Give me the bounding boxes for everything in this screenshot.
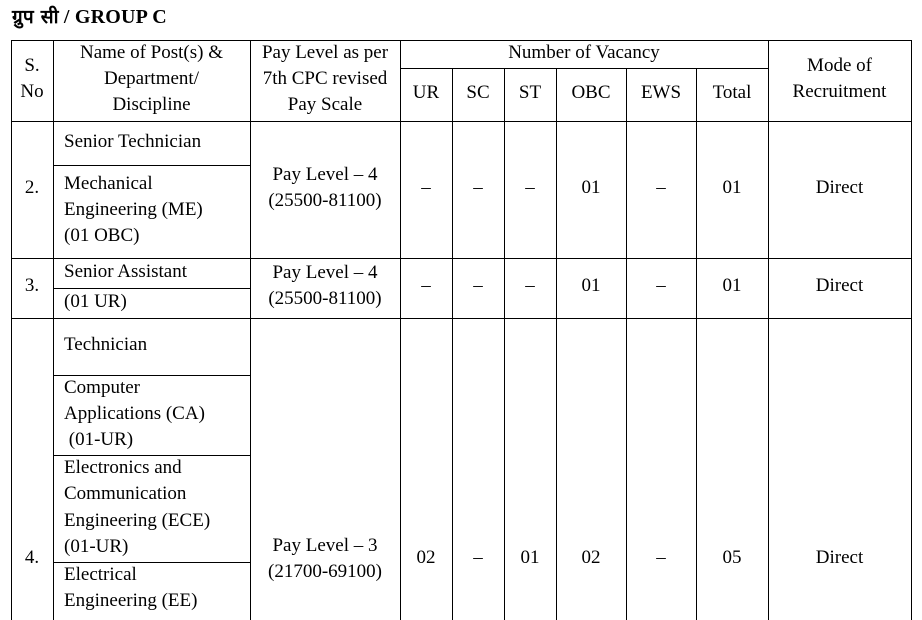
header-sc: SC	[466, 82, 490, 103]
row3-pay-2: (25500-81100)	[268, 288, 382, 309]
header-pay-1: Pay Level as per	[261, 42, 389, 63]
row3-ur: –	[421, 275, 431, 296]
header-obc: OBC	[571, 82, 611, 103]
col-rule-right	[911, 40, 912, 620]
row2-post-detail-1: Mechanical	[64, 173, 153, 194]
row4-ece-4: (01-UR)	[64, 536, 129, 557]
col-rule-pay	[400, 40, 401, 620]
heading-separator: /	[63, 6, 70, 28]
header-pay-2: 7th CPC revised	[262, 68, 388, 89]
header-vacancy: Number of Vacancy	[508, 42, 660, 63]
row2-obc: 01	[581, 177, 601, 198]
row2-sno: 2.	[24, 177, 40, 198]
row4-ece-3: Engineering (ECE)	[64, 510, 211, 531]
row4-ee-1: Electrical	[64, 564, 137, 585]
heading-hindi: ग्रुप सी	[12, 6, 59, 28]
row2-ur: –	[421, 177, 431, 198]
header-mode-1: Mode of	[807, 55, 872, 76]
row2-mode: Direct	[815, 177, 864, 198]
header-name-3: Discipline	[112, 94, 191, 115]
header-ur: UR	[412, 82, 440, 103]
row2-st: –	[525, 177, 535, 198]
heading-english: GROUP C	[74, 6, 167, 28]
row3-st: –	[525, 275, 535, 296]
row4-post-title: Technician	[64, 334, 148, 355]
row2-ews: –	[656, 177, 666, 198]
row4-ews: –	[656, 547, 666, 568]
row2-pay-2: (25500-81100)	[268, 190, 382, 211]
row3-sno: 3.	[24, 275, 40, 296]
row4-pay-1: Pay Level – 3	[272, 535, 378, 556]
row3-ews: –	[656, 275, 666, 296]
row4-ece-2: Communication	[64, 483, 187, 504]
row2-pay-1: Pay Level – 4	[272, 164, 378, 185]
row3-mode: Direct	[815, 275, 864, 296]
row2-post-detail-2: Engineering (ME)	[64, 199, 203, 220]
header-st: ST	[518, 82, 542, 103]
row2-post-detail-3: (01 OBC)	[64, 225, 140, 246]
header-pay-3: Pay Scale	[287, 94, 363, 115]
row4-ee-2: Engineering (EE)	[64, 590, 198, 611]
row4-ur: 02	[416, 547, 436, 568]
header-bottom-rule	[11, 121, 912, 122]
row3-obc: 01	[581, 275, 601, 296]
header-name-1: Name of Post(s) &	[79, 42, 223, 63]
row4-ca-1: Computer	[64, 377, 140, 398]
header-sno-2: No	[20, 81, 44, 102]
row3-total: 01	[722, 275, 742, 296]
header-ews: EWS	[640, 82, 682, 103]
row3-post-title: Senior Assistant	[64, 261, 187, 282]
col-rule-st	[556, 68, 557, 620]
row3-post-detail-1: (01 UR)	[64, 291, 127, 312]
row4-ca-3: (01-UR)	[64, 429, 134, 450]
vacancy-subheader-rule	[400, 68, 768, 69]
col-rule-left	[11, 40, 12, 620]
row4-sc: –	[473, 547, 483, 568]
row2-post-title: Senior Technician	[64, 131, 202, 152]
col-rule-sno	[53, 40, 54, 620]
row3-bottom-rule	[11, 318, 912, 319]
row3-pay-1: Pay Level – 4	[272, 262, 378, 283]
col-rule-ews	[696, 68, 697, 620]
row4-ca-2: Applications (CA)	[64, 403, 205, 424]
row4-total: 05	[722, 547, 742, 568]
col-rule-total	[768, 40, 769, 620]
col-rule-obc	[626, 68, 627, 620]
row4-sno: 4.	[24, 547, 40, 568]
header-sno-1: S.	[24, 55, 40, 76]
row2-sc: –	[473, 177, 483, 198]
row4-pay-2: (21700-69100)	[268, 561, 382, 582]
row4-mode: Direct	[815, 547, 864, 568]
row4-st: 01	[520, 547, 540, 568]
header-mode-2: Recruitment	[792, 81, 887, 102]
row4-ece-1: Electronics and	[64, 457, 182, 478]
header-name-2: Department/	[104, 68, 199, 89]
row3-sc: –	[473, 275, 483, 296]
header-total: Total	[712, 82, 752, 103]
col-rule-sc	[504, 68, 505, 620]
col-rule-ur	[452, 68, 453, 620]
row2-total: 01	[722, 177, 742, 198]
row2-inner-rule	[53, 165, 250, 166]
row4-obc: 02	[581, 547, 601, 568]
